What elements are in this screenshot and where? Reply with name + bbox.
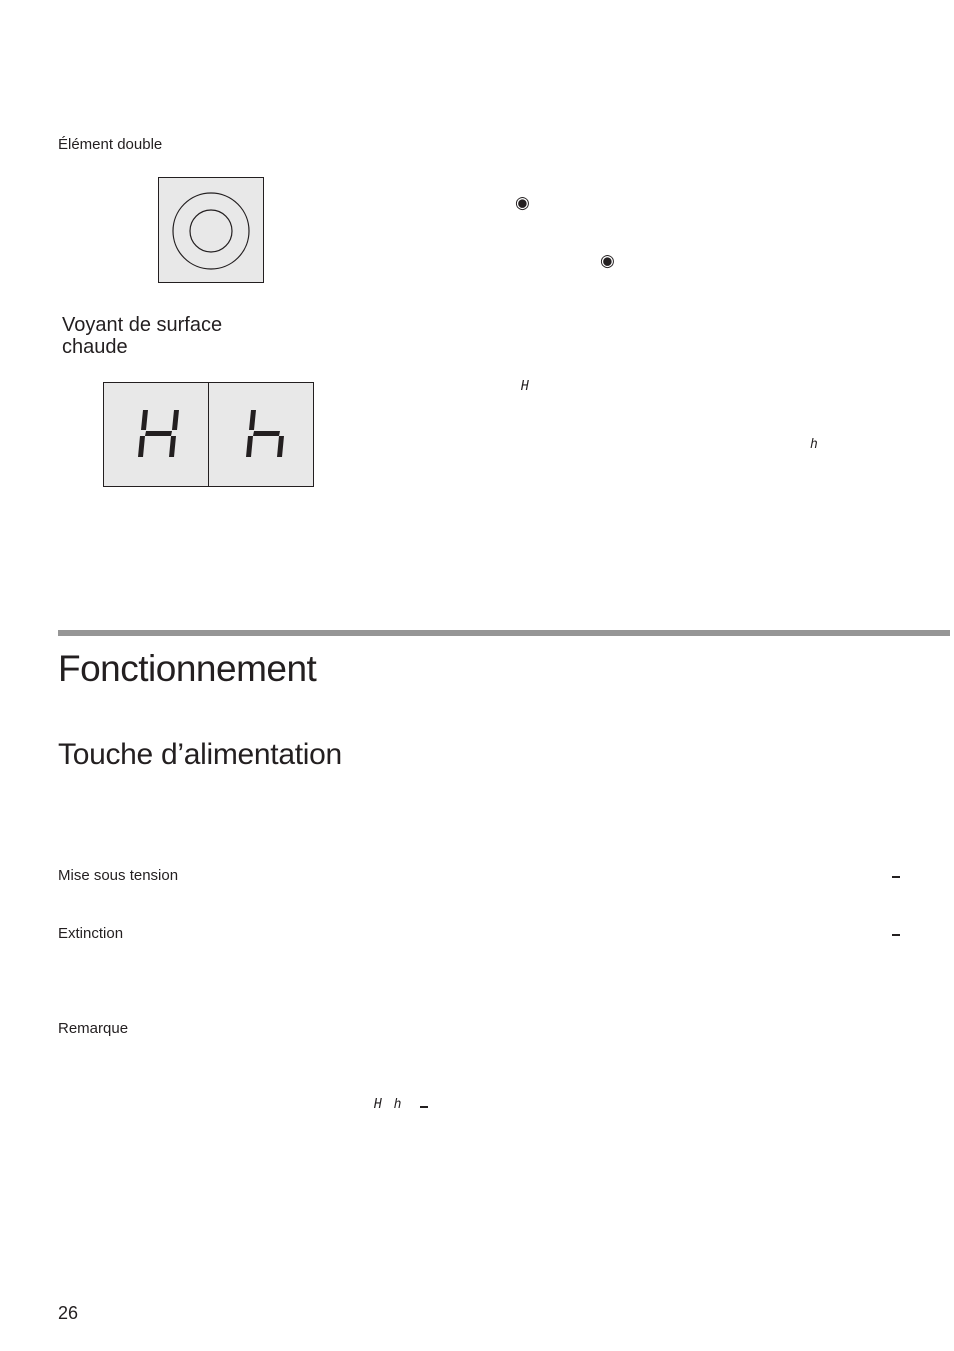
dash-marker <box>892 876 900 878</box>
target-symbol-icon: ◉ <box>515 193 530 212</box>
page-number: 26 <box>58 1303 79 1323</box>
row-power-on-label: Mise sous tension <box>58 867 179 884</box>
section-subtitle: Touche d’alimentation <box>58 738 342 771</box>
row-power-off-label: Extinction <box>58 925 124 942</box>
dash-marker <box>420 1106 428 1108</box>
hot-surface-heading-line: Voyant de surface <box>62 314 223 336</box>
seven-segment-H-icon <box>104 383 208 486</box>
dash-marker <box>892 934 900 936</box>
double-ring-icon <box>159 178 263 282</box>
seven-segment-h-icon <box>209 383 313 486</box>
segment-h-symbol: h <box>810 437 818 452</box>
hot-surface-display <box>103 382 314 487</box>
target-symbol-icon: ◉ <box>600 251 615 270</box>
note-segment-symbols: H h <box>374 1097 404 1112</box>
page-title: Fonctionnement <box>58 648 317 689</box>
section-divider <box>58 630 950 636</box>
segment-H-symbol: H <box>521 379 529 394</box>
note-label: Remarque <box>58 1020 129 1037</box>
element-double-label: Élément double <box>58 136 163 153</box>
double-element-diagram <box>158 177 264 283</box>
hot-surface-heading <box>62 314 222 358</box>
hot-surface-heading-line: chaude <box>62 336 128 358</box>
